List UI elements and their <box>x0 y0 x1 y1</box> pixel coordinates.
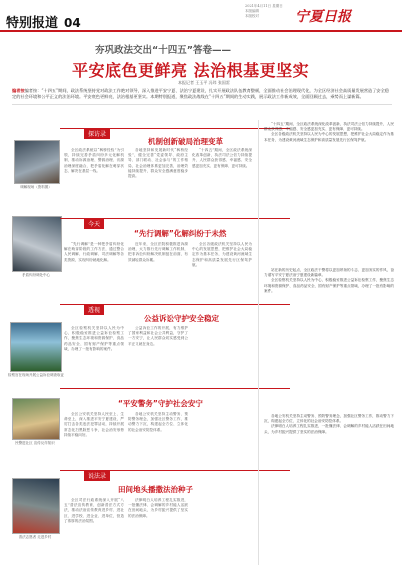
body-column: 各地坚持和发展新时代“枫桥经验”，健全完善“党委领导、政府主导、部门联动、社会参与”的工作格局，社会治理体系更加完善，治理效能持续提升，群众安全感满意度稳步提高。 <box>128 148 188 179</box>
body-column: 公益诉讼工作的开展，有力维护了国家利益和社会公共利益，守护了一方安宁，让人民群众切实感受到公平正义就在身边。 <box>128 326 188 346</box>
masthead-logo: 宁夏日报 <box>295 9 351 25</box>
body-column: 全区司法行政系统深入开展“八五”普法宣传教育，创新普法方式方法，推动法治宣传教育进乡村、进社区、进学校、进企业、进单位，营造了浓厚的法治氛围。 <box>64 498 124 523</box>
section-subhead: “先行调解”化解纠纷于未然 <box>134 229 227 238</box>
body-column: “先行调解”是一种把矛盾纠纷化解在萌芽阶段的工作方法，通过整合人民调解、行政调解、司法调解等各类资源，实现纠纷就地化解。 <box>64 242 124 262</box>
editor-note: 编者按编者按：“十四五”期间，政法系统坚持党对政法工作绝对领导，深入推进平安宁夏、法治宁夏建设，扎实开展政法队伍教育整顿，全面推动社会治理现代化，为全区经济社会高质量发展营造了安全稳定的社会环境和公平正义的法治环境。平安底色更鲜亮，法治根基更坚实。本期特别报道，聚焦政法战线在“十四五”期间的生动实践，展示政法工作新成效，全面回顾过去，乘势而上谋新篇。 <box>12 88 392 105</box>
section-band <box>60 388 290 397</box>
section-label: 说法录 <box>84 470 110 481</box>
photo-caption: 调解现场（资料图） <box>20 185 52 189</box>
section-label: 透视 <box>84 304 104 315</box>
photo-caption: 民警进社区 宣传反诈知识 <box>15 441 55 445</box>
body-column: 法律明白人培养工程扎实推进，一批懂法律、会调解的乡村能人活跃在田间地头，为乡村振兴提供了坚实的法治保障。 <box>128 498 188 518</box>
article-kicker: 夯巩政法交出“十四五”答卷—— <box>95 45 231 56</box>
section-label: 今天 <box>84 218 104 229</box>
editor-note-label: 编者按 <box>12 88 25 93</box>
photo-caption: 检察官在现场开展公益诉讼调查取证 <box>8 373 64 377</box>
issue-meta: 2021年4月11日 星期日 本版编辑 本版校对 <box>245 4 283 18</box>
side-note: “十四五”期间，全区政法系统深化改革创新，执法司法公信力持续提升，人民群众获得感、幸福感、安全感更加充实、更有保障、更可持续。 全区各级政法机关坚持以人民为中心的发展思想，把维护社会大局稳定作为基本任务，为建设黄河流域生态保护和高质量发展先行区保驾护航。 <box>264 122 394 142</box>
photo-caption: 普法志愿者 走进乡村 <box>18 535 52 539</box>
page-number: 04 <box>64 16 81 30</box>
photo-mediation <box>14 140 60 184</box>
article-byline: 本报记者 王玉平 冯玮 张国雷 <box>178 80 230 85</box>
photo-legal-volunteers <box>12 478 60 534</box>
article-headline: 平安底色更鲜亮 法治根基更坚实 <box>72 61 310 80</box>
body-column: 全区公安机关坚持人民至上、生命至上，深入推进平安宁夏建设，严厉打击各类违法犯罪活动，持续开展常态化扫黑除恶斗争，社会治安形势持续平稳向好。 <box>64 412 124 437</box>
side-note: 各地公安机关坚持主动警务、预防警务理念，加强社区警务工作，推动警力下沉，构建起全方位、立体化的社会治安防控体系。 法律明白人培养工程扎实推进，一批懂法律、会调解的乡村能人活跃在田间地头，为乡村振兴提供了坚实的法治保障。 <box>264 414 394 434</box>
side-note: 站在新的历史起点，全区政法干警将以更加昂扬的斗志、更加务实的作风，奋力谱写平安宁夏法治宁夏建设新篇章。 全区检察机关坚持以人民为中心，积极稳妥推进公益诉讼检察工作，聚焦生态环境和资源保护、食品药品安全、国有财产保护等重点领域，办理了一批有影响的案件。 <box>264 268 394 293</box>
section-title: 特别报道 04 <box>6 16 81 31</box>
photo-dispute-center <box>12 216 62 272</box>
body-column: “十四五”期间，全区政法系统深化改革创新，执法司法公信力持续提升，人民群众获得感、幸福感、安全感更加充实、更有保障、更可持续。 <box>192 148 252 168</box>
section-subhead: 田间地头播撒法治种子 <box>118 485 193 494</box>
photo-caption: 矛盾纠纷调处中心 <box>22 273 50 277</box>
photo-police <box>12 398 60 440</box>
body-column: 全区政法系统以“枫桥经验”为引领，持续完善矛盾纠纷多元化解机制，推动诉源治理、警源治理、访源治理深度融合，把矛盾化解在萌芽状态、解决在基层一线。 <box>64 148 124 173</box>
section-label: 探访录 <box>84 128 110 139</box>
section-subhead: 公益诉讼守护安全稳定 <box>144 314 219 323</box>
photo-procurator <box>10 322 62 372</box>
column-divider <box>258 120 259 565</box>
section-subhead: 机制创新破局治理变革 <box>148 137 223 146</box>
body-column: 全区各级政法机关坚持以人民为中心的发展思想，把维护社会大局稳定作为基本任务，为建设黄河流域生态保护和高质量发展先行区保驾护航。 <box>192 242 252 267</box>
body-column: 近年来，全区法院积极推进诉源治理，大力推行先行调解工作机制，把非诉讼纠纷解决机制挺在前面，有效减轻群众诉累。 <box>128 242 188 262</box>
body-column: 全区检察机关坚持以人民为中心，积极稳妥推进公益诉讼检察工作，聚焦生态环境和资源保护、食品药品安全、国有财产保护等重点领域，办理了一批有影响的案件。 <box>64 326 124 351</box>
section-subhead: “平安警务”守护社会安宁 <box>118 399 203 408</box>
body-column: 各地公安机关坚持主动警务、预防警务理念，加强社区警务工作，推动警力下沉，构建起全方位、立体化的社会治安防控体系。 <box>128 412 188 432</box>
